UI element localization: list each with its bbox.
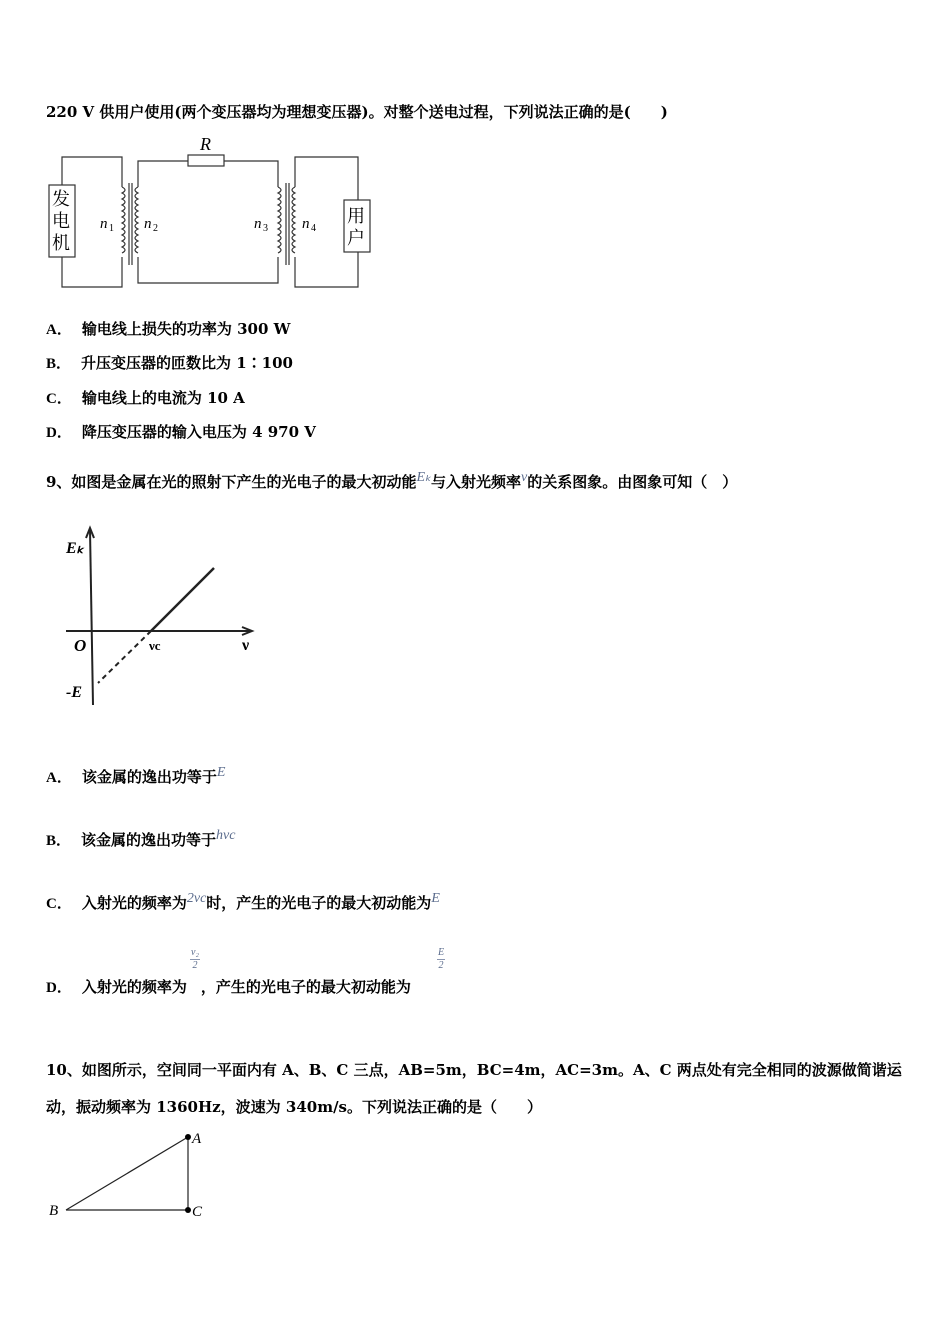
label-a: A	[192, 1131, 202, 1147]
q9-stem-part: 与入射光频率	[430, 473, 521, 491]
ek-symbol: Eₖ	[416, 470, 431, 485]
q10-stem-line2: 动，振动频率为 1360Hz，波速为 340m/s。下列说法正确的是（ ）	[46, 1098, 542, 1116]
option-key: A．	[46, 770, 72, 786]
ek-vs-frequency-graph	[60, 520, 260, 710]
fraction-numerator: E	[438, 947, 445, 958]
q9-option-b[interactable]	[46, 826, 235, 851]
option-key: A．	[46, 322, 72, 338]
option-text: ，产生的光电子的最大初动能为	[200, 978, 411, 996]
option-key: D．	[46, 980, 72, 996]
n4-label: n	[302, 216, 310, 232]
y-intercept-label: -E	[66, 684, 82, 701]
option-math: E	[431, 891, 440, 906]
option-key: B．	[46, 356, 72, 372]
threshold-frequency-label: νc	[149, 638, 161, 653]
option-math: E	[216, 765, 226, 780]
user-label-2: 户	[347, 228, 365, 248]
q8-option-c[interactable]	[46, 388, 245, 409]
origin-label: O	[74, 636, 87, 655]
q9-option-d[interactable]	[46, 977, 411, 998]
option-key: B．	[46, 833, 72, 849]
nu-symbol: v	[520, 470, 528, 485]
option-math: hvc	[216, 828, 236, 843]
transformer-circuit-diagram	[40, 130, 380, 295]
q8-option-d[interactable]	[46, 422, 316, 443]
resistor-label: R	[200, 134, 211, 154]
option-text: 时，产生的光电子的最大初动能为	[206, 894, 432, 912]
fraction-v2-over-2	[190, 947, 200, 972]
q9-option-a[interactable]	[46, 763, 225, 788]
n4-sub: 4	[311, 223, 316, 234]
fraction-e-over-2	[437, 947, 445, 972]
n1-label: n	[100, 216, 108, 232]
option-text: 入射光的频率为	[81, 978, 187, 996]
y-axis-label: Eₖ	[66, 540, 84, 557]
option-text: 升压变压器的匝数比为 1∶100	[81, 354, 293, 372]
label-b: B	[49, 1203, 59, 1219]
x-axis-label: ν	[242, 637, 250, 654]
n1-sub: 1	[109, 223, 114, 234]
q8-stem: 220 V 供用户使用(两个变压器均为理想变压器)。对整个送电过程，下列说法正确的是( )	[46, 103, 668, 121]
n2-label: n	[144, 216, 152, 232]
fraction-denominator: 2	[192, 960, 198, 971]
option-key: C．	[46, 896, 72, 912]
q10-stem-line1: 10、如图所示，空间同一平面内有 A、B、C 三点，AB=5m，BC=4m，AC=3m。A、C 两点处有完全相同的波源做简谐运	[46, 1061, 902, 1079]
option-text: 输电线上损失的功率为 300 W	[81, 320, 291, 338]
q8-option-b[interactable]	[46, 353, 293, 374]
fraction-denominator: 2	[438, 960, 444, 971]
user-label-1: 用	[347, 206, 365, 226]
option-text: 该金属的逸出功等于	[81, 831, 217, 849]
generator-label-3: 机	[52, 233, 70, 253]
option-text: 输电线上的电流为 10 A	[81, 389, 245, 407]
option-math: 2vc	[186, 891, 207, 906]
n2-sub: 2	[153, 223, 158, 234]
point-a	[185, 1134, 191, 1140]
point-c	[185, 1207, 191, 1213]
fraction-numerator: v₂	[191, 947, 199, 958]
option-text: 该金属的逸出功等于	[81, 768, 217, 786]
option-text: 入射光的频率为	[81, 894, 187, 912]
option-key: C．	[46, 391, 72, 407]
label-c: C	[192, 1204, 203, 1220]
option-text: 降压变压器的输入电压为 4 970 V	[81, 423, 316, 441]
q9-stem	[46, 468, 737, 492]
generator-label-2: 电	[52, 211, 70, 231]
q9-option-c[interactable]	[46, 889, 440, 914]
n3-label: n	[254, 216, 262, 232]
q8-option-a[interactable]	[46, 319, 290, 340]
triangle-abc-figure	[44, 1125, 214, 1225]
q9-stem-part: 9、如图是金属在光的照射下产生的光电子的最大初动能	[46, 473, 417, 491]
n3-sub: 3	[263, 223, 268, 234]
option-key: D．	[46, 425, 72, 441]
generator-label-1: 发	[52, 189, 70, 209]
q9-stem-part: 的关系图象。由图象可知（ ）	[527, 473, 738, 491]
